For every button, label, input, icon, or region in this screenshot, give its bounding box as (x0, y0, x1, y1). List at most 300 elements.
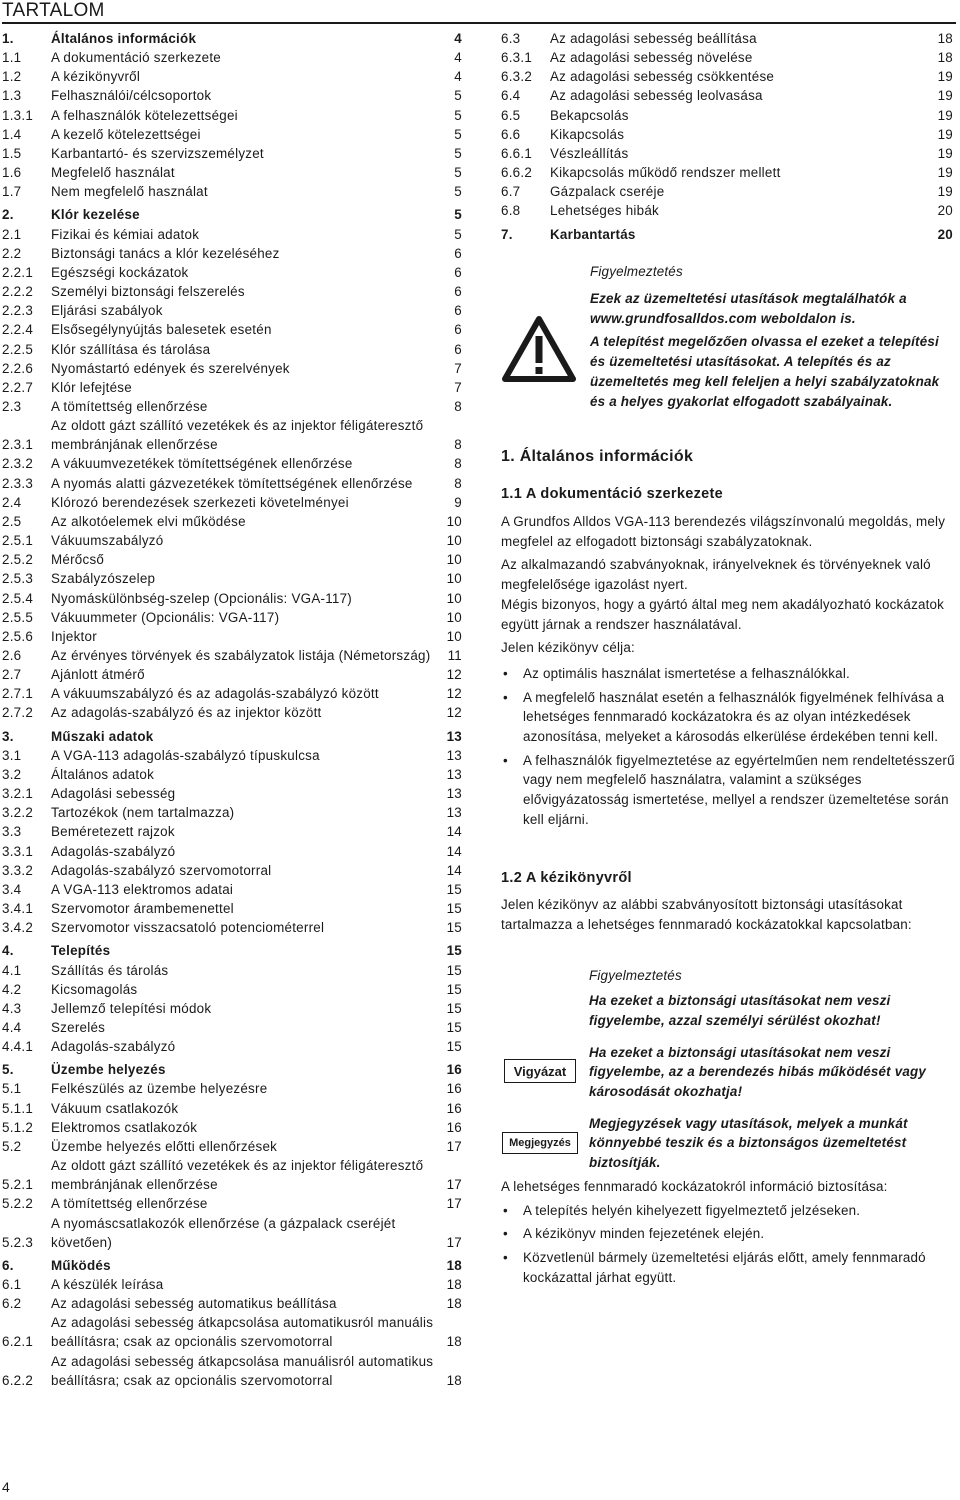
toc-page-number: 13 (446, 766, 462, 782)
toc-title: Az érvényes törvények és szabályzatok listája (Németország) (51, 648, 431, 663)
toc-number: 3.4.2 (2, 920, 34, 936)
toc-number: 3.3.2 (2, 862, 34, 878)
toc-number: 3.1 (2, 747, 22, 763)
warning-heading: Figyelmeztetés (590, 264, 683, 279)
caution-label-box: Vigyázat (504, 1059, 576, 1083)
toc-page-number: 19 (937, 107, 953, 123)
toc-number: 2.5.3 (2, 571, 34, 587)
toc-title: Az adagolási sebesség automatikus beállítása (51, 1296, 337, 1312)
toc-row (2, 703, 462, 722)
toc-number: 6.6.1 (501, 145, 533, 161)
toc-page-number: 10 (446, 628, 462, 644)
symbol-caution-text: Ha ezeket a biztonsági utasításokat nem veszi figyelembe, az a berendezés hibás működését vagy károsodását okozhatja! (589, 1045, 927, 1099)
toc-title: Kikapcsolás (550, 126, 625, 142)
toc-title: A vákuumvezetékek tömítettségének ellenőrzése (51, 456, 353, 472)
toc-page-number: 10 (446, 533, 462, 549)
toc-number: 2.2.4 (2, 322, 34, 338)
toc-number: 2.3.2 (2, 456, 34, 472)
toc-title: Vészleállítás (550, 145, 629, 161)
toc-number: 2.5.5 (2, 609, 34, 625)
toc-row (2, 608, 462, 627)
toc-row (2, 627, 462, 646)
section-1-heading: 1. Általános információk (501, 448, 694, 465)
toc-row (2, 493, 462, 512)
toc-page-number: 14 (446, 824, 462, 840)
toc-title: Általános adatok (51, 766, 155, 782)
toc-row (2, 182, 462, 201)
toc-title: Az adagolási sebesség növelése (550, 50, 753, 66)
toc-page-number: 15 (446, 1039, 462, 1055)
toc-number: 5.1.1 (2, 1100, 34, 1116)
toc-row (2, 784, 462, 803)
toc-page-number: 19 (937, 126, 953, 142)
warning-notice (501, 262, 956, 432)
toc-row (2, 861, 462, 880)
toc-row (2, 1352, 462, 1390)
toc-title: Kikapcsolás működő rendszer mellett (550, 165, 781, 181)
toc-title: Karbantartó- és szervizszemélyzet (51, 145, 264, 161)
warning-line-install: A telepítést megelőzően olvassa el ezeket a telepítési és üzemeltetési utasításokat. A telepítés és az üzemeltetés meg kell feleljen a helyi szabályzatoknak és a helyes gyakorlat elfogadott szabályainak. (590, 334, 940, 409)
toc-title: Személyi biztonsági felszerelés (51, 284, 245, 300)
toc-title: Az adagolási sebesség leolvasása (550, 88, 763, 104)
list-item: • A megfelelő használat esetén a felhasználók figyelmének felhívása a lehetséges fennmaradó kockázatokra és az olyan intézkedések azonosítása, melyeket a károsodás elkerülése érdekében tenni kell. (501, 688, 956, 747)
toc-page-number: 14 (446, 843, 462, 859)
toc-number: 2.5.2 (2, 552, 34, 568)
toc-title: A vákuumszabályzó és az adagolás-szabályzó között (51, 686, 379, 702)
section-1-1-body (501, 512, 956, 834)
toc-title: Gázpalack cseréje (550, 184, 665, 200)
toc-title: Az adagolási sebesség beállítása (550, 31, 757, 46)
toc-page-number: 10 (446, 513, 462, 529)
toc-title: Általános információk (51, 31, 197, 46)
symbol-warning-text (589, 966, 954, 1030)
toc-title: Szállítás és tárolás (51, 962, 169, 978)
toc-title: Adagolás-szabályzó szervomotorral (51, 862, 272, 878)
toc-left-column (2, 29, 462, 1390)
toc-page-number: 12 (446, 686, 462, 702)
toc-page-number: 18 (446, 1296, 462, 1312)
toc-row (2, 1275, 462, 1294)
toc-title: Mérőcső (51, 552, 105, 568)
toc-number: 2.5.4 (2, 590, 34, 606)
toc-row (2, 999, 462, 1018)
warning-line-website: Ezek az üzemeltetési utasítások megtalálhatók a www.grundfosalldos.com weboldalon is. (590, 291, 907, 326)
toc-page-number: 8 (454, 398, 462, 414)
toc-row (2, 961, 462, 980)
purpose-list (501, 664, 956, 830)
toc-page-number: 7 (454, 360, 462, 376)
toc-title: Üzembe helyezés (51, 1062, 166, 1078)
toc-page-number: 19 (937, 184, 953, 200)
toc-title: Műszaki adatok (51, 728, 154, 744)
toc-page-number: 6 (454, 264, 462, 280)
toc-row (2, 531, 462, 550)
toc-title: Elsősegélynyújtás balesetek esetén (51, 322, 272, 338)
toc-row (501, 86, 953, 105)
toc-row (2, 918, 462, 937)
toc-row (2, 1214, 462, 1252)
toc-row (2, 244, 462, 263)
toc-number: 6.6.2 (501, 165, 533, 181)
toc-page-number: 17 (446, 1177, 462, 1193)
toc-page-number: 17 (446, 1138, 462, 1154)
toc-page-number: 15 (446, 1019, 462, 1035)
toc-title: Adagolás-szabályzó (51, 1039, 176, 1055)
toc-page-number: 13 (446, 728, 462, 744)
toc-page-number: 15 (446, 943, 462, 959)
toc-page-number: 15 (446, 1000, 462, 1016)
toc-page-number: 18 (937, 50, 953, 66)
toc-number: 6.7 (501, 184, 521, 200)
toc-title: Vákuumszabályzó (51, 533, 164, 549)
toc-title: A VGA-113 adagolás-szabályzó típuskulcsa (51, 747, 320, 763)
toc-title: Nyomástartó edények és szerelvények (51, 360, 290, 376)
toc-number: 4. (2, 943, 14, 959)
toc-page-number: 12 (446, 705, 462, 721)
toc-page-number: 17 (446, 1196, 462, 1212)
toc-title: Telepítés (51, 943, 111, 959)
toc-number: 3. (2, 728, 14, 744)
symbol-warning-description: Ha ezeket a biztonsági utasításokat nem veszi figyelembe, azzal személyi sérülést okozhat! (589, 993, 891, 1028)
toc-number: 2.7.1 (2, 686, 34, 702)
toc-number: 2.7 (2, 667, 22, 683)
toc-number: 6.5 (501, 107, 521, 123)
toc-row (2, 67, 462, 86)
paragraph-intro: A Grundfos Alldos VGA-113 berendezés világszínvonalú megoldás, mely megfelel az elfogadott biztonsági szabályzatoknak. (501, 514, 946, 549)
paragraph-standards: Az alkalmazandó szabványoknak, irányelveknek és törvényeknek való megfelelősége igazolást nyert. (501, 557, 931, 593)
toc-row (2, 684, 462, 703)
toc-row (2, 980, 462, 999)
toc-number: 1.1 (2, 50, 22, 66)
toc-number: 2.7.2 (2, 705, 34, 721)
toc-number: 5.2.2 (2, 1196, 34, 1212)
toc-number: 2.6 (2, 648, 22, 663)
toc-page-number: 18 (937, 31, 953, 46)
toc-title: Az adagolás-szabályzó és az injektor között (51, 705, 322, 721)
toc-row (2, 106, 462, 125)
toc-page-number: 8 (454, 456, 462, 472)
toc-number: 3.3 (2, 824, 22, 840)
toc-row (501, 67, 953, 86)
toc-page-number: 16 (446, 1100, 462, 1116)
toc-title: A készülék leírása (51, 1277, 164, 1292)
toc-row (2, 1156, 462, 1194)
toc-title: Az adagolási sebesség átkapcsolása manuálisról automatikus beállításra; csak az opcionális szervomotorral (51, 1353, 434, 1388)
toc-row (501, 125, 953, 144)
toc-page-number: 19 (937, 69, 953, 85)
toc-page-number: 15 (446, 920, 462, 936)
toc-title: A felhasználók kötelezettségei (51, 107, 238, 123)
toc-page-number: 13 (446, 747, 462, 763)
toc-page-number: 19 (937, 88, 953, 104)
toc-number: 6.2.2 (2, 1372, 34, 1388)
toc-row (2, 225, 462, 244)
toc-number: 5.2.3 (2, 1234, 34, 1250)
symbol-note-text: Megjegyzések vagy utasítások, melyek a munkát könnyebbé teszik és a biztonságos üzemeltetést biztosítják. (589, 1116, 908, 1170)
toc-chapter-row (2, 1060, 462, 1079)
toc-number: 2.5.1 (2, 533, 34, 549)
toc-title: Vákuummeter (Opcionális: VGA-117) (51, 609, 280, 625)
toc-number: 2.3.3 (2, 475, 34, 491)
toc-page-number: 16 (446, 1081, 462, 1097)
toc-number: 6. (2, 1257, 14, 1273)
note-label-box: Megjegyzés (502, 1132, 578, 1154)
toc-chapter-row (501, 225, 953, 244)
toc-row (501, 48, 953, 67)
toc-row (2, 765, 462, 784)
toc-row (2, 474, 462, 493)
warning-triangle-icon (502, 316, 576, 382)
toc-title: Adagolási sebesség (51, 786, 176, 802)
toc-title: Az oldott gázt szállító vezetékek és az injektor féligáteresztő membránjának ellenőrzése (51, 1158, 424, 1193)
toc-number: 6.4 (501, 88, 521, 104)
toc-number: 2.2.5 (2, 341, 34, 357)
toc-page-number: 18 (446, 1334, 462, 1350)
toc-number: 2.2.2 (2, 284, 34, 300)
toc-page-number: 19 (937, 165, 953, 181)
toc-page-number: 16 (446, 1119, 462, 1135)
toc-row (2, 144, 462, 163)
toc-page-number: 19 (937, 145, 953, 161)
toc-row (2, 1037, 462, 1056)
toc-title: Klórozó berendezések szerkezeti követelményei (51, 494, 349, 510)
toc-title: Az adagolási sebesség átkapcsolása automatikusról manuális beállításra; csak az opcionális szervomotorral (51, 1315, 434, 1350)
toc-page-number: 15 (446, 901, 462, 917)
toc-page-number: 18 (446, 1257, 462, 1273)
toc-page-number: 13 (446, 805, 462, 821)
closing-block (501, 1177, 956, 1292)
toc-title: Elektromos csatlakozók (51, 1119, 198, 1135)
list-item: • A telepítés helyén kihelyezett figyelmeztető jelzéseken. (501, 1201, 956, 1221)
toc-row (501, 201, 953, 220)
toc-page-number: 17 (446, 1234, 462, 1250)
toc-row (2, 1099, 462, 1118)
toc-title: Klór kezelése (51, 207, 140, 223)
toc-page-number: 8 (454, 437, 462, 453)
toc-page-number: 15 (446, 962, 462, 978)
toc-row (2, 842, 462, 861)
toc-number: 2.3.1 (2, 437, 34, 453)
toc-chapter-row (2, 727, 462, 746)
toc-title: A VGA-113 elektromos adatai (51, 881, 234, 897)
toc-number: 6.1 (2, 1277, 22, 1292)
toc-row (501, 29, 953, 48)
toc-number: 6.6 (501, 126, 521, 142)
page-number: 4 (2, 1479, 10, 1495)
paragraph-risks: Mégis bizonyos, hogy a gyártó által meg nem akadályozható kockázatok együtt járnak a rendszer használatával. (501, 596, 945, 632)
toc-number: 1.3 (2, 88, 22, 104)
toc-title: Klór szállítása és tárolása (51, 341, 211, 357)
toc-title: Üzembe helyezés előtti ellenőrzések (51, 1138, 278, 1154)
toc-page-number: 13 (446, 786, 462, 802)
toc-page-number: 20 (937, 203, 953, 219)
toc-number: 5.2 (2, 1138, 22, 1154)
toc-row (2, 512, 462, 531)
toc-row (2, 880, 462, 899)
toc-page-number: 14 (446, 862, 462, 878)
toc-row (2, 899, 462, 918)
toc-chapter-row (2, 29, 462, 48)
toc-number: 3.2.1 (2, 786, 34, 802)
toc-page-number: 5 (454, 184, 462, 200)
toc-number: 2.1 (2, 226, 22, 242)
toc-row (2, 550, 462, 569)
toc-page-number: 6 (454, 303, 462, 319)
page-title: TARTALOM (2, 0, 105, 21)
toc-page-number: 5 (454, 165, 462, 181)
toc-title: Beméretezett rajzok (51, 824, 175, 840)
section-1-1-heading: 1.1 A dokumentáció szerkezete (501, 486, 723, 502)
toc-row (2, 48, 462, 67)
toc-title: A tömítettség ellenőrzése (51, 1196, 208, 1212)
toc-number: 4.4.1 (2, 1039, 34, 1055)
toc-row (2, 1079, 462, 1098)
toc-row (2, 301, 462, 320)
toc-row (501, 182, 953, 201)
toc-title: Nem megfelelő használat (51, 184, 208, 200)
section-1-2-body (501, 895, 956, 934)
toc-row (2, 1118, 462, 1137)
toc-title: Szervomotor árambemenettel (51, 901, 234, 917)
toc-number: 7. (501, 226, 513, 242)
toc-title: Szervomotor visszacsatoló potenciométerrel (51, 920, 325, 936)
toc-title: Fizikai és kémiai adatok (51, 226, 200, 242)
toc-number: 2.4 (2, 494, 22, 510)
toc-page-number: 5 (454, 207, 462, 223)
toc-chapter-row (2, 941, 462, 960)
toc-number: 6.3.2 (501, 69, 533, 85)
toc-number: 5. (2, 1062, 14, 1078)
toc-page-number: 4 (454, 69, 462, 85)
toc-number: 5.1 (2, 1081, 22, 1097)
toc-title: Az oldott gázt szállító vezetékek és az injektor féligáteresztő membránjának ellenőrzése (51, 418, 424, 453)
warning-text (590, 262, 952, 415)
toc-number: 2.2.3 (2, 303, 34, 319)
toc-title: Jellemző telepítési módok (51, 1000, 212, 1016)
toc-row (2, 746, 462, 765)
toc-row (2, 454, 462, 473)
toc-title: Karbantartás (550, 226, 636, 242)
toc-page-number: 11 (447, 648, 462, 663)
toc-row (2, 282, 462, 301)
toc-row (2, 86, 462, 105)
toc-number: 1.6 (2, 165, 22, 181)
toc-title: Működés (51, 1257, 111, 1273)
toc-page-number: 10 (446, 590, 462, 606)
toc-row (2, 1313, 462, 1351)
toc-number: 4.4 (2, 1019, 22, 1035)
toc-number: 1.2 (2, 69, 22, 85)
toc-row (2, 163, 462, 182)
toc-chapter-row (2, 1256, 462, 1275)
list-item: • A kézikönyv minden fejezetének elején. (501, 1224, 956, 1244)
paragraph-residual-info: A lehetséges fennmaradó kockázatokról információ biztosítása: (501, 1179, 888, 1194)
toc-page-number: 15 (446, 981, 462, 997)
toc-page-number: 10 (446, 552, 462, 568)
toc-number: 3.3.1 (2, 843, 34, 859)
toc-number: 2.2.1 (2, 264, 34, 280)
toc-page-number: 9 (454, 494, 462, 510)
symbol-warning-heading: Figyelmeztetés (589, 968, 682, 983)
toc-title: Injektor (51, 628, 97, 644)
toc-number: 2.3 (2, 398, 22, 414)
toc-page-number: 15 (446, 881, 462, 897)
toc-row (2, 378, 462, 397)
paragraph-manual: Jelen kézikönyv az alábbi szabványosított biztonsági utasításokat tartalmazza a lehetséges fennmaradó kockázatokkal kapcsolatban: (501, 897, 912, 932)
toc-number: 3.4.1 (2, 901, 34, 917)
toc-title: Biztonsági tanács a klór kezeléséhez (51, 245, 280, 261)
toc-row (501, 106, 953, 125)
residual-info-list (501, 1201, 956, 1288)
toc-page-number: 5 (454, 226, 462, 242)
toc-title: A kézikönyvről (51, 69, 141, 85)
toc-title: Az adagolási sebesség csökkentése (550, 69, 775, 85)
toc-title: Vákuum csatlakozók (51, 1100, 179, 1116)
toc-row (2, 397, 462, 416)
toc-title: A tömítettség ellenőrzése (51, 398, 208, 414)
toc-title: Egészségi kockázatok (51, 264, 189, 280)
toc-number: 6.2.1 (2, 1334, 34, 1350)
toc-row (2, 263, 462, 282)
toc-number: 5.2.1 (2, 1177, 34, 1193)
toc-number: 1. (2, 31, 14, 46)
toc-row (2, 320, 462, 339)
toc-page-number: 12 (446, 667, 462, 683)
toc-row (2, 416, 462, 454)
toc-number: 5.1.2 (2, 1119, 34, 1135)
toc-page-number: 6 (454, 322, 462, 338)
toc-number: 6.8 (501, 203, 521, 219)
toc-page-number: 20 (937, 226, 953, 242)
toc-page-number: 10 (446, 609, 462, 625)
toc-title: Bekapcsolás (550, 107, 629, 123)
toc-row (501, 144, 953, 163)
toc-number: 1.4 (2, 126, 22, 142)
toc-number: 6.3 (501, 31, 521, 46)
toc-row (2, 665, 462, 684)
toc-title: Ajánlott átmérő (51, 667, 145, 683)
toc-chapter-row (2, 205, 462, 224)
toc-title: Lehetséges hibák (550, 203, 659, 219)
list-item: • Az optimális használat ismertetése a felhasználókkal. (501, 664, 956, 684)
toc-page-number: 5 (454, 126, 462, 142)
toc-row (2, 1294, 462, 1313)
toc-title: Kicsomagolás (51, 981, 138, 997)
toc-number: 2.5.6 (2, 628, 34, 644)
toc-title: Felhasználói/célcsoportok (51, 88, 212, 104)
toc-title: Nyomáskülönbség-szelep (Opcionális: VGA-117) (51, 590, 353, 606)
toc-row (2, 359, 462, 378)
toc-title: A dokumentáció szerkezete (51, 50, 222, 66)
toc-title: Az alkotóelemek elvi működése (51, 513, 246, 529)
toc-row (2, 646, 462, 665)
toc-number: 6.2 (2, 1296, 22, 1312)
toc-page-number: 5 (454, 88, 462, 104)
toc-page-number: 6 (454, 341, 462, 357)
toc-number: 2.2 (2, 245, 22, 261)
toc-page-number: 18 (446, 1372, 462, 1388)
toc-number: 2.2.7 (2, 379, 34, 395)
header-rule (2, 22, 956, 24)
toc-title: Klór lefejtése (51, 379, 132, 395)
toc-page-number: 8 (454, 475, 462, 491)
toc-title: Adagolás-szabályzó (51, 843, 176, 859)
toc-page-number: 6 (454, 284, 462, 300)
toc-number: 2.5 (2, 513, 22, 529)
toc-title: Megfelelő használat (51, 165, 175, 181)
toc-page-number: 4 (454, 31, 462, 46)
toc-number: 2.2.6 (2, 360, 34, 376)
